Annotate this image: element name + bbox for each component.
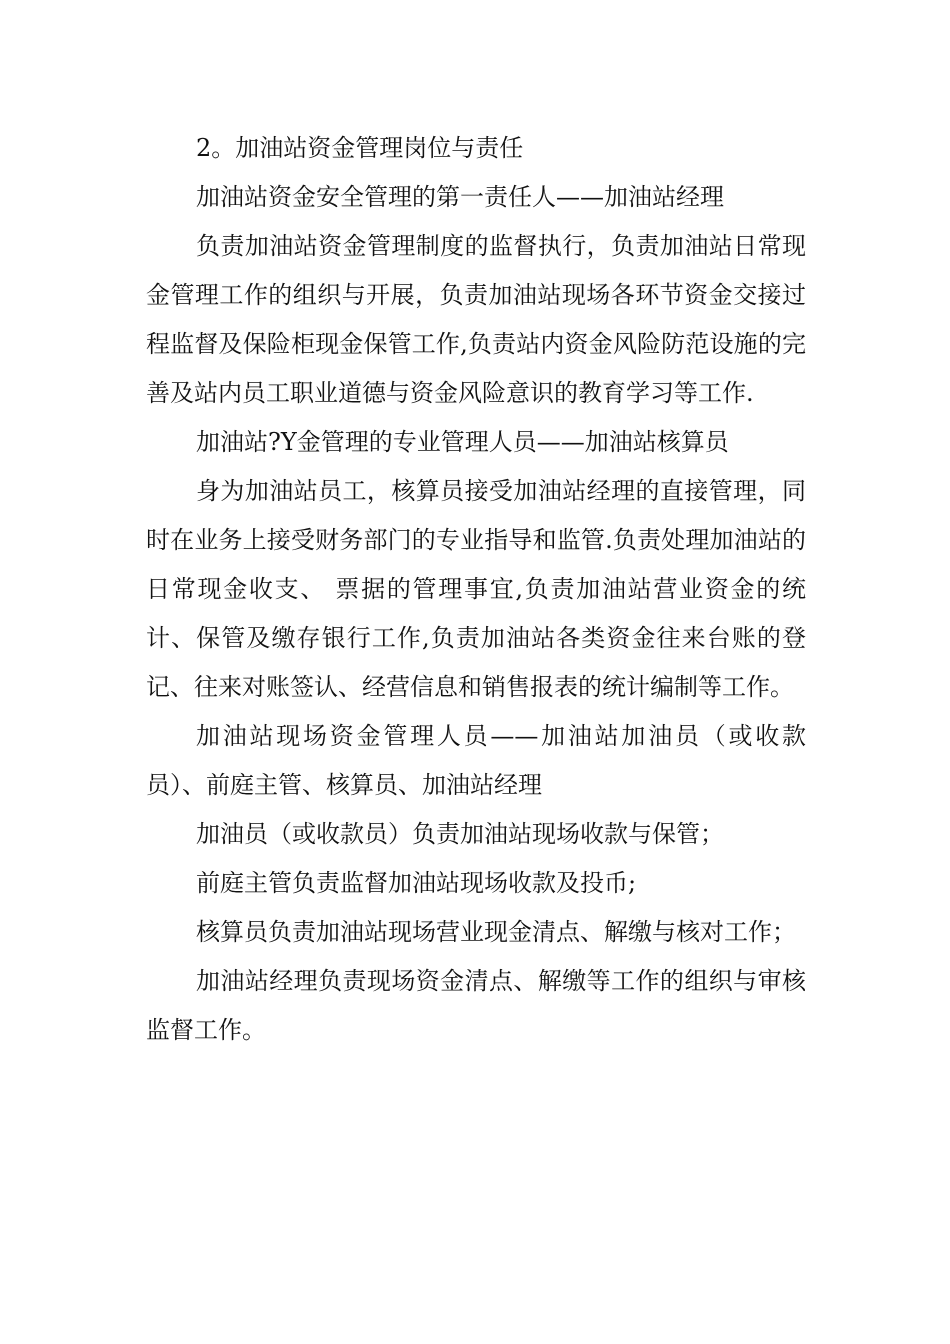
paragraph-section-heading: 2。加油站资金管理岗位与责任 bbox=[196, 134, 524, 162]
paragraph-manager-onsite-duty: 加油站经理负责现场资金清点、解缴等工作的组织与审核监督工作。 bbox=[146, 967, 806, 1044]
paragraph-attendant-duty: 加油员（或收款员）负责加油站现场收款与保管； bbox=[196, 820, 724, 848]
paragraph-onsite-staff: 加油站现场资金管理人员——加油站加油员（或收款员）、前庭主管、核算员、加油站经理 bbox=[146, 722, 806, 799]
paragraph-first-responsible-person: 加油站资金安全管理的第一责任人——加油站经理 bbox=[196, 183, 724, 211]
paragraph-forecourt-supervisor-duty: 前庭主管负责监督加油站现场收款及投币; bbox=[196, 869, 637, 897]
paragraph-accountant-onsite-duty: 核算员负责加油站现场营业现金清点、解缴与核对工作； bbox=[196, 918, 796, 946]
document-body bbox=[146, 124, 806, 1055]
paragraph-accountant-duties: 身为加油站员工，核算员接受加油站经理的直接管理，同时在业务上接受财务部门的专业指导和监管.负责处理加油站的日常现金收支、 票据的管理事宜,负责加油站营业资金的统计、保管及缴存银行工作,负责加油站各类资金往来台账的登记、往来对账签认、经营信息和销售报表的统计编制等工作。 bbox=[146, 477, 806, 701]
paragraph-professional-staff: 加油站?Y金管理的专业管理人员——加油站核算员 bbox=[196, 428, 729, 456]
paragraph-manager-duties: 负责加油站资金管理制度的监督执行，负责加油站日常现金管理工作的组织与开展，负责加油站现场各环节资金交接过程监督及保险柜现金保管工作,负责站内资金风险防范设施的完善及站内员工职业道德与资金风险意识的教育学习等工作. bbox=[146, 232, 806, 407]
